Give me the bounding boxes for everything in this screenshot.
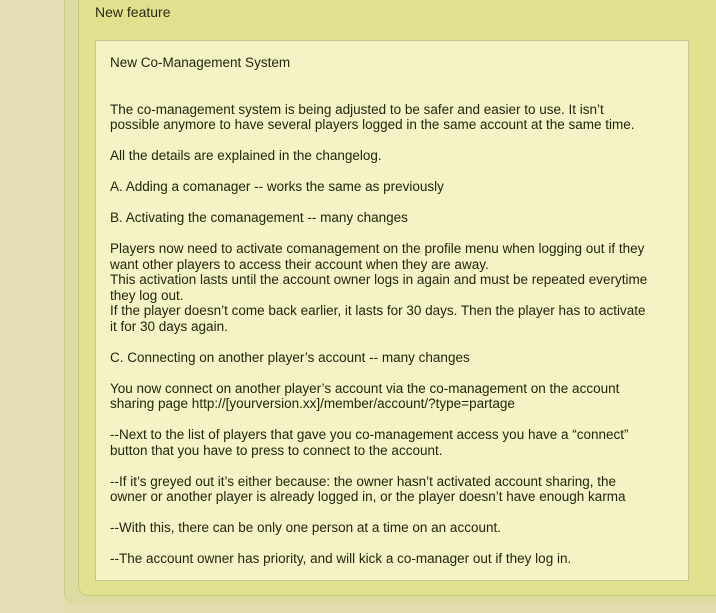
post-paragraph [110, 474, 674, 505]
paragraph-line: owner or another player is already logged in, or the player doesn’t have enough karma [110, 489, 626, 504]
post-paragraph [110, 241, 674, 334]
paragraph-line: sharing page http://[yourversion.xx]/member/account/?type=partage [110, 396, 515, 411]
post-paragraph [110, 381, 674, 412]
paragraph-line: it for 30 days again. [110, 318, 228, 334]
post-paragraph [110, 179, 674, 195]
post-paragraph [110, 350, 674, 366]
post-paragraph [110, 210, 674, 226]
section-title: New feature [95, 4, 171, 20]
paragraph-line: --With this, there can be only one person at a time on an account. [110, 520, 501, 535]
paragraph-line: The co-management system is being adjusted to be safer and easier to use. It isn’t [110, 101, 604, 117]
post-paragraph [110, 551, 674, 567]
paragraph-line: B. Activating the comanagement -- many changes [110, 210, 408, 225]
post-paragraph [110, 520, 674, 536]
paragraph-line: A. Adding a comanager -- works the same as previously [110, 179, 444, 194]
paragraph-line: button that you have to press to connect to the account. [110, 442, 443, 458]
paragraph-line: they log out. [110, 287, 184, 303]
paragraph-line: This activation lasts until the account owner logs in again and must be repeated everytime [110, 272, 648, 287]
paragraph-line: If the player doesn’t come back earlier, it lasts for 30 days. Then the player has to activate [110, 303, 646, 318]
post-body [110, 102, 674, 567]
post-paragraph [110, 148, 674, 164]
post-title: New Co-Management System [110, 55, 291, 70]
post-paragraph [110, 102, 674, 133]
paragraph-line: All the details are explained in the changelog. [110, 148, 382, 163]
paragraph-line: --The account owner has priority, and will kick a co-manager out if they log in. [110, 551, 572, 566]
paragraph-line: Players now need to activate comanagement on the profile menu when logging out if they [110, 241, 645, 256]
post-content [95, 40, 689, 581]
paragraph-line: You now connect on another player’s account via the co-management on the account [110, 380, 620, 396]
paragraph-line: --If it’s greyed out it’s either because: the owner hasn’t activated account sharing, the [110, 473, 617, 489]
post-paragraph [110, 427, 674, 458]
paragraph-line: want other players to access their account when they are away. [110, 256, 489, 272]
paragraph-line: C. Connecting on another player’s account -- many changes [110, 349, 470, 365]
left-gutter [0, 0, 64, 613]
paragraph-line: possible anymore to have several players logged in the same account at the same time. [110, 117, 635, 132]
paragraph-line: --Next to the list of players that gave you co-management access you have a “connect” [110, 427, 629, 442]
